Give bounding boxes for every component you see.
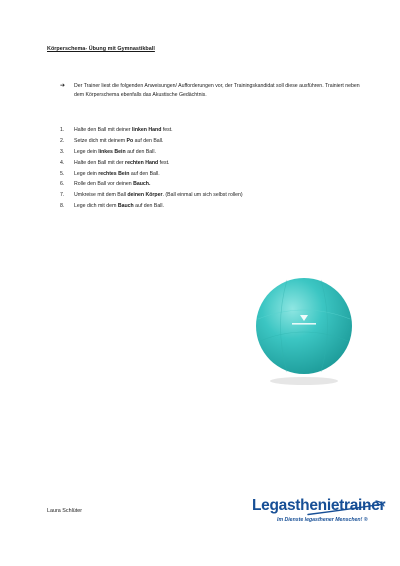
instruction-text-bold: deinen Körper [127, 192, 163, 199]
instruction-text-plain: Rolle den Ball vor deinen [74, 181, 134, 188]
instruction-number: 7. [60, 192, 65, 199]
author-name: Laura Schlüter [47, 508, 83, 514]
instruction-text-bold: Bauch. [133, 181, 151, 188]
instruction-text [74, 125, 173, 136]
legasthenietrainer-logo [252, 497, 386, 529]
document-title: Körperschema- Übung mit Gymnastikball [47, 46, 155, 52]
instruction-item [60, 136, 360, 147]
instruction-text [74, 169, 160, 180]
instruction-number: 8. [60, 203, 65, 210]
instruction-number: 4. [60, 159, 65, 166]
instruction-item [60, 147, 360, 158]
instruction-item [60, 158, 360, 169]
instruction-number: 3. [60, 148, 65, 155]
instruction-number: 2. [60, 137, 65, 144]
instruction-item [60, 190, 360, 201]
instruction-list [60, 125, 360, 212]
instruction-item [60, 169, 360, 180]
instruction-text-bold: rechtes Bein [98, 170, 130, 177]
gymnastics-ball-image [252, 271, 356, 389]
instruction-text [74, 158, 169, 169]
instruction-text [74, 179, 150, 190]
instruction-number: 1. [60, 127, 65, 133]
instruction-text [74, 147, 156, 158]
instruction-text-plain: auf den Ball. [133, 137, 164, 144]
instruction-text-plain: auf den Ball. [133, 203, 164, 210]
instruction-text-plain: Halte den Ball mit deiner [74, 127, 132, 133]
instruction-text-bold: linken Hand [131, 127, 162, 133]
instruction-text-bold: Bauch [117, 203, 134, 210]
instruction-text-plain: Umkreise mit dem Ball [74, 192, 128, 199]
instruction-text-plain: auf den Ball. [129, 170, 160, 177]
instruction-text-plain: . (Ball einmal um sich selbst rollen) [162, 192, 243, 199]
instruction-text-plain: Lege dein [74, 148, 99, 155]
instruction-item [60, 201, 360, 212]
instruction-text-plain: Setze dich mit deinem [74, 137, 127, 144]
logo-wordmark: Legasthenietrainer [252, 497, 386, 514]
instruction-text-bold: linkes Bein [98, 148, 126, 155]
instruction-text [74, 136, 163, 147]
instruction-item [60, 179, 360, 190]
instruction-text-plain: auf den Ball. [125, 148, 156, 155]
instruction-number: 6. [60, 181, 65, 188]
intro-paragraph [60, 82, 360, 100]
instruction-number: 5. [60, 170, 65, 177]
intro-text: Der Trainer liest die folgenden Anweisungen/ Aufforderungen vor, der Trainingskandidat soll diese ausführen. Trainiert neben dem Körperschema ebenfalls das Akustische Gedächtnis. [74, 83, 360, 99]
instruction-text-plain: Lege dich mit dem [74, 203, 118, 210]
instruction-text-bold: Po [126, 137, 134, 144]
instruction-text-plain: fest. [158, 159, 170, 166]
instruction-text-bold: rechten Hand [125, 159, 159, 166]
instruction-text [74, 201, 164, 212]
logo-swoosh-icon [252, 497, 386, 529]
instruction-text-plain: Lege dein [74, 170, 99, 177]
arrow-right-icon: ➔ [60, 83, 66, 89]
instruction-text-plain: fest. [161, 127, 173, 133]
instruction-text-plain: Halte den Ball mit der [74, 159, 126, 166]
instruction-text [74, 190, 243, 201]
logo-tagline: Im Dienste legasthener Menschen! ® [277, 516, 368, 523]
instruction-item [60, 125, 360, 136]
